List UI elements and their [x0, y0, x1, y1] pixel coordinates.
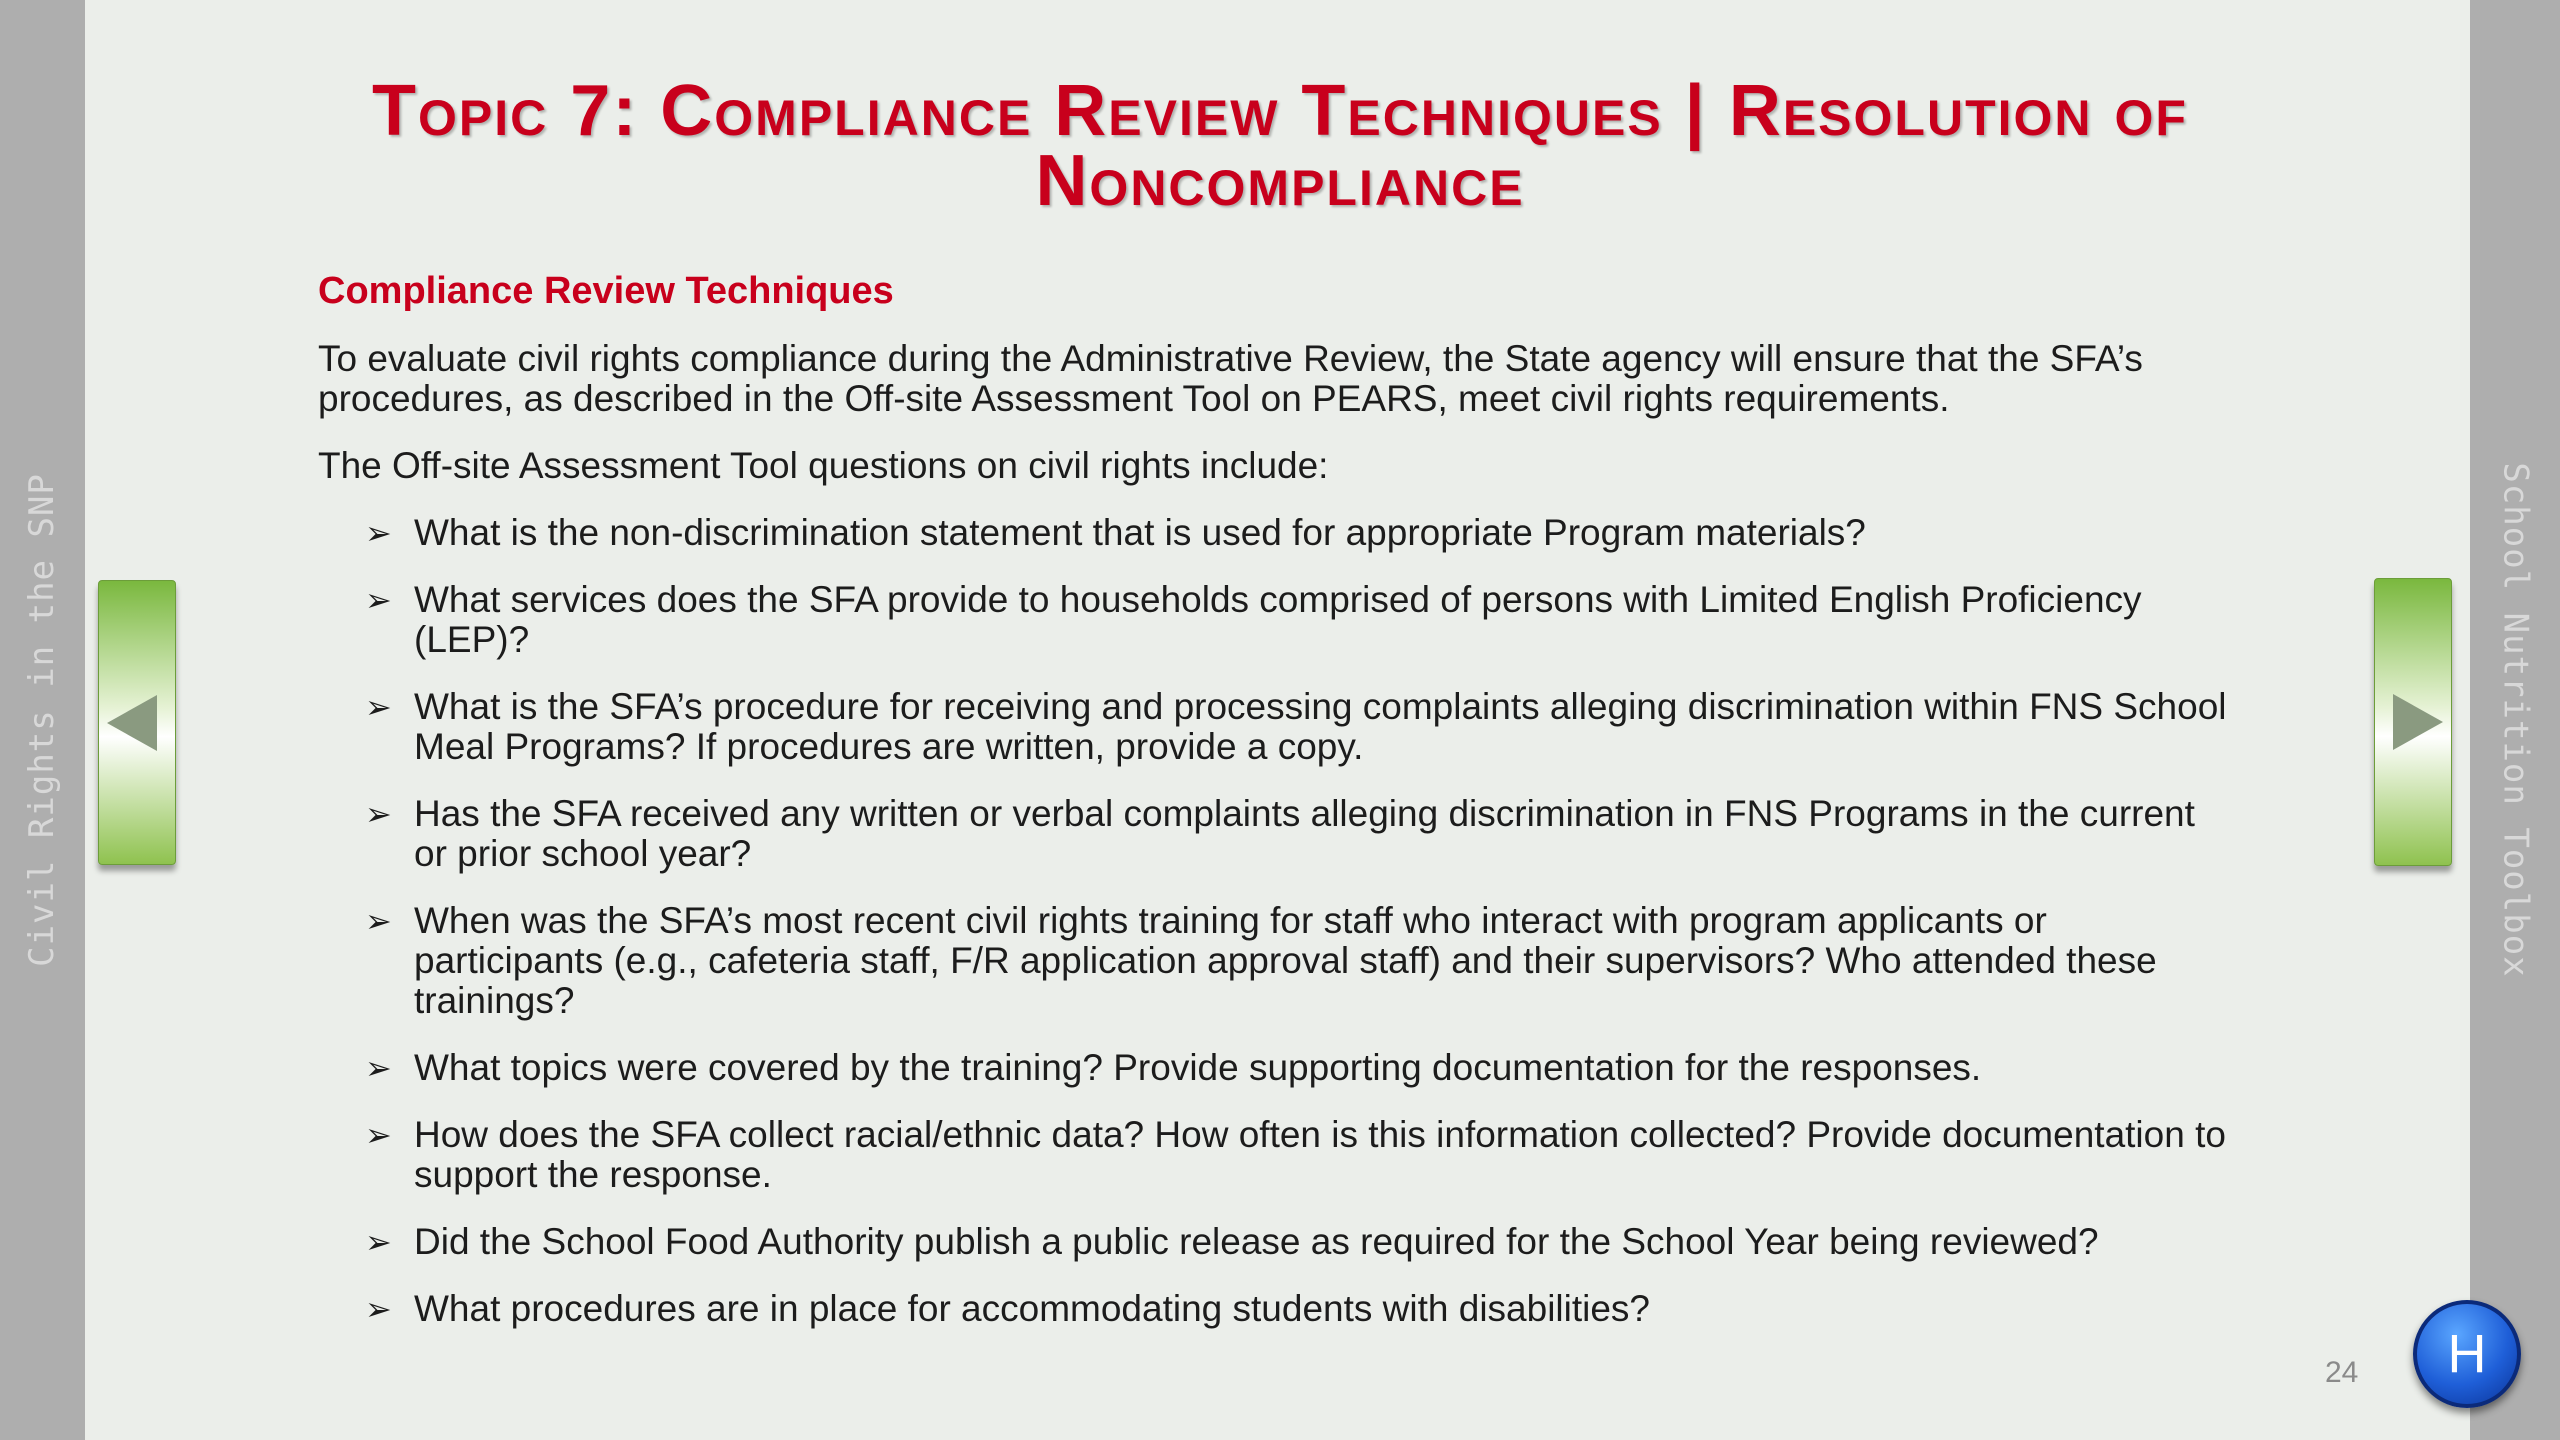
list-item-line: support the response.: [414, 1154, 772, 1195]
home-button[interactable]: H: [2413, 1300, 2521, 1408]
list-item-line: trainings?: [414, 980, 575, 1021]
list-item-line: What topics were covered by the training? Provide supporting documentation for the responses.: [414, 1047, 1982, 1088]
list-item: [318, 687, 2278, 767]
intro-paragraph: [318, 339, 2278, 419]
list-item: [318, 1222, 2278, 1262]
intro-line-2: procedures, as described in the Off-site Assessment Tool on PEARS, meet civil rights requirements.: [318, 378, 1950, 419]
list-item-line: Has the SFA received any written or verbal complaints alleging discrimination in FNS Programs in the current: [414, 793, 2195, 834]
list-item-line: What services does the SFA provide to households comprised of persons with Limited English Proficiency: [414, 579, 2142, 620]
list-item: [318, 513, 2278, 553]
list-item: [318, 1048, 2278, 1088]
arrow-bullet-icon: ➢: [365, 903, 392, 939]
list-item-line: participants (e.g., cafeteria staff, F/R application approval staff) and their supervisors? Who attended these: [414, 940, 2157, 981]
right-triangle-icon: [2393, 694, 2443, 750]
arrow-bullet-icon: ➢: [365, 515, 392, 551]
arrow-bullet-icon: ➢: [365, 1291, 392, 1327]
arrow-bullet-icon: ➢: [365, 1117, 392, 1153]
left-sidebar-label: Civil Rights in the SNP: [22, 473, 62, 967]
left-triangle-icon: [107, 695, 157, 751]
list-item-line: Meal Programs? If procedures are written, provide a copy.: [414, 726, 1364, 767]
intro-line-1: To evaluate civil rights compliance during the Administrative Review, the State agency will ensure that the SFA’s: [318, 338, 2143, 379]
list-item: [318, 901, 2278, 1021]
list-item-line: Did the School Food Authority publish a public release as required for the School Year being reviewed?: [414, 1221, 2099, 1262]
arrow-bullet-icon: ➢: [365, 796, 392, 832]
list-item: [318, 794, 2278, 874]
right-sidebar-label: School Nutrition Toolbox: [2495, 462, 2535, 978]
list-item-line: When was the SFA’s most recent civil rights training for staff who interact with program applicants or: [414, 900, 2047, 941]
next-slide-button[interactable]: [2374, 578, 2452, 866]
lead-in-text: The Off-site Assessment Tool questions on civil rights include:: [318, 445, 1329, 486]
slide-title-line-1: Topic 7: Compliance Review Techniques | Resolution of: [372, 71, 2188, 151]
arrow-bullet-icon: ➢: [365, 1050, 392, 1086]
list-item-line: How does the SFA collect racial/ethnic data? How often is this information collected? Provide documentation to: [414, 1114, 2226, 1155]
slide-title-line-2: Noncompliance: [1035, 141, 1525, 221]
arrow-bullet-icon: ➢: [365, 689, 392, 725]
page-number: 24: [2325, 1356, 2359, 1389]
list-item-line: What is the non-discrimination statement that is used for appropriate Program materials?: [414, 512, 1866, 553]
right-sidebar: [2470, 0, 2560, 1440]
list-item-line: (LEP)?: [414, 619, 530, 660]
section-heading: Compliance Review Techniques: [318, 270, 894, 312]
arrow-bullet-icon: ➢: [365, 582, 392, 618]
list-item-line: or prior school year?: [414, 833, 752, 874]
arrow-bullet-icon: ➢: [365, 1224, 392, 1260]
list-item-line: What procedures are in place for accommodating students with disabilities?: [414, 1288, 1651, 1329]
slide-content: [318, 270, 2278, 1356]
list-item: [318, 1289, 2278, 1329]
list-item: [318, 1115, 2278, 1195]
list-item: [318, 580, 2278, 660]
slide-title: [190, 71, 2370, 221]
question-list: [318, 513, 2278, 1329]
previous-slide-button[interactable]: [98, 580, 176, 865]
list-item-line: What is the SFA’s procedure for receiving and processing complaints alleging discrimination within FNS School: [414, 686, 2227, 727]
left-sidebar: [0, 0, 85, 1440]
